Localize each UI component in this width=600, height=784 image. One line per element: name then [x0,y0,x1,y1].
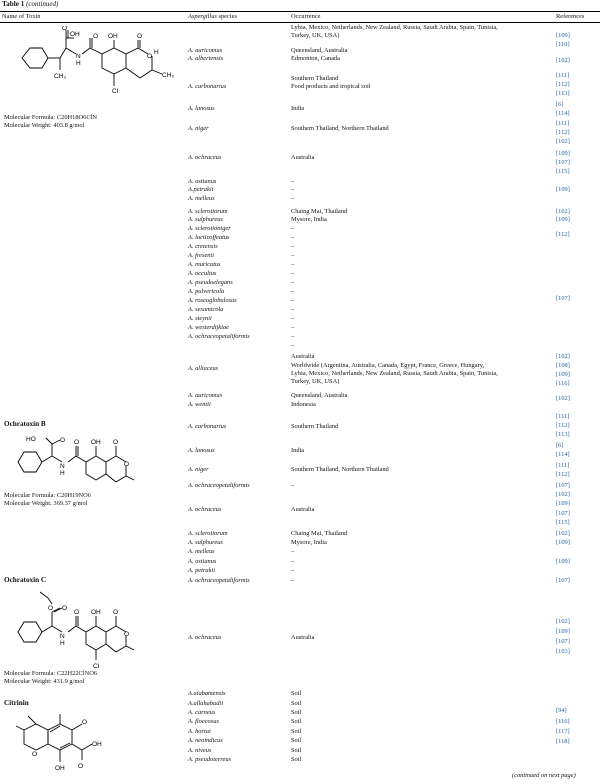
reference-link[interactable]: [112] [556,422,570,429]
ota-weight: Molecular Weight: 403.8 g/mol [4,122,85,129]
otb-weight: Molecular Weight: 369.37 g/mol [4,500,88,507]
species: A. ochraceopetaliformis [188,577,250,584]
reference-link[interactable]: [102] [556,208,570,215]
reference-link[interactable]: [111] [556,462,570,469]
svg-text:N: N [60,463,65,470]
reference-link[interactable]: [6] [556,101,564,108]
occurrence: Southern Thailand [291,423,339,430]
occurrence: Soil [291,756,302,763]
species: A. floccosus [188,718,219,725]
occurrence: Soil [291,718,302,725]
svg-text:O: O [62,26,68,32]
svg-text:O: O [147,53,153,60]
species: A. alliaceus [188,365,219,372]
col-header-toxin: Name of Toxin [2,13,41,20]
ochratoxin-a-structure [14,26,186,118]
species: A. melleus [188,548,215,555]
ochratoxin-c-name: Ochratoxin C [4,576,47,584]
svg-text:O: O [124,461,130,468]
continued-footer: (continued on next page) [512,772,576,779]
reference-link[interactable]: [109] [556,32,570,39]
reference-link[interactable]: [109] [556,539,570,546]
species: A. neoindicus [188,737,223,744]
occurrence: Chaing Mai, Thailand [291,208,348,215]
species: A. ochraceopetaliformis [188,482,250,489]
species: A. melleus [188,195,215,202]
species: A. petrakii [188,567,215,574]
occurrence: – [291,261,295,268]
occurrence: Soil [291,709,302,716]
occurrence: India [291,105,305,112]
occurrence: – [291,243,295,250]
svg-text:OH: OH [91,609,101,616]
occurrence: – [291,577,295,584]
reference-link[interactable]: [118] [556,738,570,745]
svg-text:N: N [60,633,65,640]
occurrence: – [291,548,295,555]
ota-formula: Molecular Formula: C20H18O6ClN [4,114,98,121]
species: A. ochraceopetaliformis [188,333,250,340]
citrinin-name: Citrinin [4,699,29,707]
species: A. pulvericola [188,288,225,295]
species: A. fresenii [188,252,215,259]
reference-link[interactable]: [102] [556,618,570,625]
svg-text:N: N [76,53,81,60]
species: A. muricatus [188,261,221,268]
reference-link[interactable]: [115] [556,168,570,175]
species: A. carneus [188,709,216,716]
reference-link[interactable]: [115] [556,519,570,526]
reference-link[interactable]: [112] [556,231,570,238]
occurrence: Australia [291,353,315,360]
reference-link[interactable]: [107] [556,577,570,584]
reference-link[interactable]: [109] [556,216,570,223]
occurrence: – [291,186,295,193]
species: A. ochraceus [188,154,222,161]
occurrence: Lybia, Mexico, Netherlands, New Zealand, Russia, Saudi Arabia, Spain, Tunisia, [291,24,498,31]
occurrence: – [291,306,295,313]
reference-link[interactable]: [108] [556,362,570,369]
occurrence: Queensland, Australia [291,47,348,54]
occurrence: – [291,342,295,349]
occurrence: Soil [291,700,302,707]
species: A. auricomus [188,392,223,399]
reference-link[interactable]: [114] [556,110,570,117]
species: A. steynii [188,315,212,322]
reference-link[interactable]: [102] [556,395,570,402]
occurrence: – [291,333,295,340]
col-header-references: References [556,13,585,20]
occurrence: Soil [291,728,302,735]
svg-text:OH: OH [70,31,80,38]
svg-text:H: H [60,640,65,647]
species: A. occultus [188,270,217,277]
occurrence: Queensland, Australia [291,392,348,399]
species: A. sclerotioniger [188,225,231,232]
reference-link[interactable]: [107] [556,482,570,489]
ochratoxin-b-structure [14,432,144,496]
svg-text:Cl: Cl [93,663,100,670]
reference-link[interactable]: [116] [556,718,570,725]
species: A. niger [188,125,209,132]
reference-link[interactable]: [109] [556,500,570,507]
svg-text:O: O [32,751,38,758]
occurrence: Chaing Mai, Thailand [291,530,348,537]
species: A. roseoglobulosus [188,297,237,304]
svg-text:O: O [124,631,130,638]
svg-text:O: O [74,609,80,616]
col-header-species: Aspergillus species [188,13,237,20]
occurrence: Southern Thailand, Northern Thailand [291,125,389,132]
species: A. cretensis [188,243,218,250]
species: A. ochraceus [188,506,222,513]
ochratoxin-c-structure [14,588,144,674]
reference-link[interactable]: [116] [556,380,570,387]
svg-text:CH₃: CH₃ [162,72,175,79]
species: A.allahabadii [188,700,223,707]
species: A. sulphureus [188,216,223,223]
reference-link[interactable]: [109] [556,186,570,193]
reference-link[interactable]: [109] [556,628,570,635]
species: A.petrakii [188,186,214,193]
occurrence: Food products and tropical soil [291,83,371,90]
svg-text:Cl: Cl [112,88,119,95]
occurrence: India [291,447,305,454]
svg-text:O: O [74,439,80,446]
svg-text:O: O [113,439,119,446]
occurrence: – [291,558,295,565]
species: A. carbonarius [188,423,227,430]
species: A. pseudoterreus [188,756,232,763]
occurrence: Southern Thailand, Northern Thailand [291,466,389,473]
species: A. lanosus [188,447,215,454]
reference-link[interactable]: [117] [556,728,570,735]
reference-link[interactable]: [110] [556,41,570,48]
species: A. auricomus [188,47,223,54]
species: A. sclerotiorum [188,208,228,215]
svg-text:OH: OH [108,33,118,40]
reference-link[interactable]: [107] [556,638,570,645]
occurrence: Soil [291,747,302,754]
species: A. ostianus [188,178,217,185]
species: A. sesamicola [188,306,224,313]
species: A. lacticoffeatus [188,234,230,241]
occurrence: – [291,195,295,202]
occurrence: Mysore, India [291,216,327,223]
species: A. ostianus [188,558,217,565]
top-rule [0,11,600,12]
occurrence: Turkey, UK, USA) [291,32,340,39]
species: A. hortai [188,728,211,735]
species: A.alabamensis [188,690,226,697]
species: A. niger [188,466,209,473]
header-rule [0,22,600,23]
occurrence: Worldwide (Argentina, Australia, Canada, Egypt, France, Greece, Hungary, [291,362,485,369]
reference-link[interactable]: [102] [556,57,570,64]
species: A. pseudoelegans [188,279,233,286]
svg-text:O: O [113,609,119,616]
occurrence: Indonesia [291,401,316,408]
occurrence: Southern Thailand [291,75,339,82]
reference-link[interactable]: [107] [556,295,570,302]
svg-text:O: O [62,605,68,612]
occurrence: – [291,279,295,286]
occurrence: Australia [291,634,315,641]
reference-link[interactable]: [111] [556,413,570,420]
occurrence: – [291,324,295,331]
occurrence: Mysore, India [291,539,327,546]
table-label: Table 1 [2,0,25,8]
occurrence: – [291,270,295,277]
svg-text:O: O [93,33,99,40]
svg-text:O: O [137,33,143,40]
reference-link[interactable]: [102] [556,353,570,360]
occurrence: Soil [291,690,302,697]
svg-text:HO: HO [26,436,36,443]
reference-link[interactable]: [111] [556,72,570,79]
reference-link[interactable]: [113] [556,90,570,97]
occurrence: – [291,225,295,232]
species: A. carbonarius [188,83,227,90]
occurrence: – [291,288,295,295]
col-header-occurrence: Occurrence [291,13,321,20]
reference-link[interactable]: [112] [556,129,570,136]
occurrence: Australia [291,506,315,513]
reference-link[interactable]: [112] [556,81,570,88]
species: A. lanosus [188,105,215,112]
svg-text:OH: OH [91,439,101,446]
reference-link[interactable]: [103] [556,648,570,655]
citrinin-structure [14,710,124,784]
ochratoxin-b-name: Ochratoxin B [4,420,46,428]
otc-formula: Molecular Formula: C22H22ClNO6 [4,670,98,677]
species: A. sulphureus [188,539,223,546]
species: A. sclerotiorum [188,530,228,537]
occurrence: – [291,482,295,489]
svg-text:O: O [48,605,54,612]
occurrence: Soil [291,737,302,744]
svg-text:O: O [78,763,84,770]
reference-link[interactable]: [107] [556,510,570,517]
species: A. niveus [188,747,212,754]
reference-link[interactable]: [107] [556,159,570,166]
species: A. albertensis [188,55,224,62]
occurrence: – [291,234,295,241]
occurrence: Edmonton, Canada [291,55,340,62]
svg-text:O: O [82,719,88,726]
occurrence: – [291,297,295,304]
reference-link[interactable]: [112] [556,471,570,478]
svg-text:CH₃: CH₃ [54,73,67,80]
otb-formula: Molecular Formula: C20H19NO6 [4,492,91,499]
reference-link[interactable]: [111] [556,120,570,127]
occurrence: Australia [291,154,315,161]
reference-link[interactable]: [102] [556,530,570,537]
occurrence: Turkey, UK, USA) [291,378,340,385]
table-continued: (continued) [26,0,59,8]
occurrence: – [291,252,295,259]
svg-text:H: H [154,49,159,56]
reference-link[interactable]: [113] [556,431,570,438]
species: A. wentii [188,401,211,408]
reference-link[interactable]: [109] [556,371,570,378]
reference-link[interactable]: [114] [556,451,570,458]
svg-text:H: H [60,470,65,477]
svg-text:OH: OH [92,741,102,748]
species: A. westerdijkiae [188,324,229,331]
svg-text:O: O [60,437,66,444]
occurrence: – [291,178,295,185]
reference-link[interactable]: [109] [556,558,570,565]
reference-link[interactable]: [6] [556,442,564,449]
reference-link[interactable]: [102] [556,491,570,498]
reference-link[interactable]: [94] [556,707,567,714]
svg-text:OH: OH [55,765,65,772]
occurrence: Lybia, Mexico, Netherlands, New Zealand, Russia, Saudi Arabia, Spain, Tunisia, [291,370,498,377]
reference-link[interactable]: [102] [556,138,570,145]
svg-text:H: H [76,60,81,67]
species: A. ochraceus [188,634,222,641]
reference-link[interactable]: [109] [556,150,570,157]
occurrence: – [291,567,295,574]
occurrence: – [291,315,295,322]
otc-weight: Molecular Weight: 431.9 g/mol [4,678,85,685]
